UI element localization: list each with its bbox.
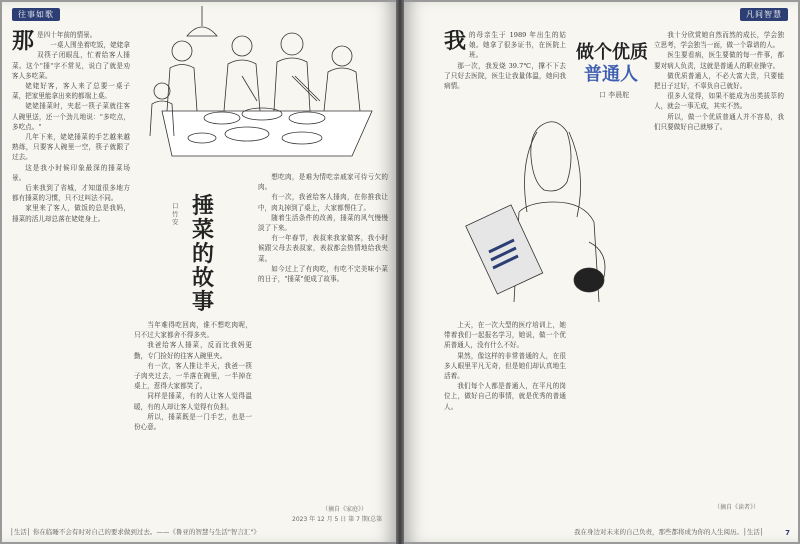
footer-date: 2023 年 12 月 5 日 第 7 期(总第 — [292, 516, 383, 523]
paragraph: 做优质普通人，不必大富大贵，只要能把日子过好，不辜负自己就好。 — [654, 71, 784, 91]
woman-illustration — [459, 102, 629, 302]
paragraph: 的母亲生于 1989 年出生的姑娘。她拿了很多证书，在医院上班。 — [469, 31, 566, 60]
paragraph: 有一次，我爸给客人捶肉，在你推我让中，肉丸掉到了桌上，大家都愣住了。 — [258, 193, 388, 212]
section-tag: 往事如歌 — [12, 8, 60, 21]
paragraph: 想吃肉，是难为情吃亲戚家可待亏欠的肉。 — [258, 173, 388, 192]
title-char: 故 — [191, 265, 214, 291]
right-column-1 — [444, 30, 566, 112]
paragraph: 那一次，我发烧 39.7℃，撑不下去了只好去医院，医生让我量体温，她问我病情。 — [444, 61, 566, 91]
paragraph: 随着生活条件的改善，捶菜的风气慢慢淡了下来。 — [258, 213, 388, 233]
paragraph: 后来我到了省城，才知道很多地方都有捶菜的习惯，只不过叫法不同。 — [12, 184, 130, 203]
section-tag: 凡间智慧 — [740, 8, 788, 21]
paragraph: 是四十年前的情景。 — [37, 31, 97, 39]
right-column-1b — [444, 320, 566, 515]
source-note: （摘自《读者》） — [714, 504, 760, 511]
paragraph: 所以，捶菜既是一门手艺，也是一份心意。 — [134, 412, 252, 432]
left-page — [2, 2, 396, 542]
paragraph: 医生要看病，医生要做的每一件事，都要对病人负责，这就是普通人的职业操守。 — [654, 51, 784, 70]
paragraph: 有一年春节，表叔来我家做客，我小时候跟父母去表叔家，表叔都会热情地给我夹菜。 — [258, 234, 388, 263]
page-number: 7 — [785, 529, 790, 537]
article-title — [189, 194, 217, 314]
left-column-3 — [258, 172, 388, 502]
paragraph: 当年难得吃回肉，谁不想吃肉呢，只不过大家都舍不得多夹。 — [134, 321, 252, 340]
title-char: 的 — [191, 241, 214, 267]
title-char: 捶 — [191, 193, 214, 219]
paragraph: 姥姥好客，客人来了总要一桌子菜，把家里能拿出来的都端上桌。 — [12, 82, 130, 101]
book-gutter — [396, 0, 404, 544]
footer: │生活│ 你在临睡不会有时对自己的要求做到过去。——《鲁亚的智慧与生活"智言汇"》 — [10, 528, 260, 536]
paragraph: 果然，像这样的非常普通的人，在很多人眼里平凡无奇，但是她们却认真地生活着。 — [444, 351, 566, 381]
paragraph: 我十分欣赏她自然而然的成长，学会独立思考，学会独当一面，做一个靠谱的人。 — [654, 31, 784, 50]
paragraph: 有一次，客人推让半天，我爸一筷子肉夹过去，一半落在碗里，一半掉在桌上，惹得大家都笑了。 — [134, 361, 252, 391]
paragraph: 我们每个人都是普通人，在平凡的岗位上，做好自己的事情，就是优秀的普通人。 — [444, 382, 566, 411]
footer: 我在身边对未来的自己负责，那些都将成为你的人生阅历。│生活│ — [574, 528, 764, 536]
left-column-1 — [12, 30, 130, 520]
left-column-2 — [134, 320, 252, 520]
title-line-1: 做个优质 — [576, 42, 648, 63]
paragraph: 所以，做一个优质普通人并不容易，我们只要做好自己就够了。 — [654, 112, 784, 131]
paragraph: 这是我小时候印象最深的捶菜场景。 — [12, 163, 130, 182]
paragraph: 很多人觉得，如果不能成为出类拔萃的人，就会一事无成，其实不然。 — [654, 92, 784, 111]
title-line-2: 普通人 — [584, 64, 638, 85]
paragraph: 上天，在一次大型的医疗培训上，她带着我们一起报名学习，她说，做一个优质普通人，没有什么不好。 — [444, 321, 566, 350]
paragraph: 几年下来，姥姥捶菜的手艺越来越熟练，只要客人碗里一空，筷子就跟了过去。 — [12, 133, 130, 162]
source-note: （摘自《家庭》） — [322, 506, 368, 513]
title-char: 菜 — [191, 217, 214, 243]
paragraph: 如今过上了有肉吃，有吃不完美味小菜的日子，"捶菜"便成了故事。 — [258, 264, 388, 284]
right-page — [404, 2, 798, 542]
title-char: 事 — [191, 289, 214, 315]
dropcap: 我 — [444, 30, 467, 54]
paragraph: 家里来了客人，做饭的总是我妈，捶菜的活儿却总落在姥姥身上。 — [12, 204, 130, 223]
paragraph: 同样是捶菜，有的人让客人觉得温暖，有的人却让客人觉得有负担。 — [134, 392, 252, 411]
author: 口 李晨舵 — [599, 91, 630, 99]
paragraph: 一桌人围坐着吃饭，姥姥拿双筷子闭眼乱，忙着给客人捶菜。这个"捶"字不常见，说白了就是劝客人多吃菜。 — [12, 41, 130, 80]
paragraph: 我爸给客人捶菜，反而比我妈更勤，专门捡好的往客人碗里夹。 — [134, 341, 252, 360]
paragraph: 姥姥捶菜时，夹起一筷子菜就往客人碗里送，还一个劲儿地说："多吃点，多吃点。" — [12, 102, 130, 131]
article-title — [576, 42, 648, 86]
author: 口 竹安 — [172, 202, 179, 226]
right-column-2 — [654, 30, 784, 485]
dropcap: 那 — [12, 30, 35, 54]
family-dinner-illustration — [142, 6, 392, 166]
